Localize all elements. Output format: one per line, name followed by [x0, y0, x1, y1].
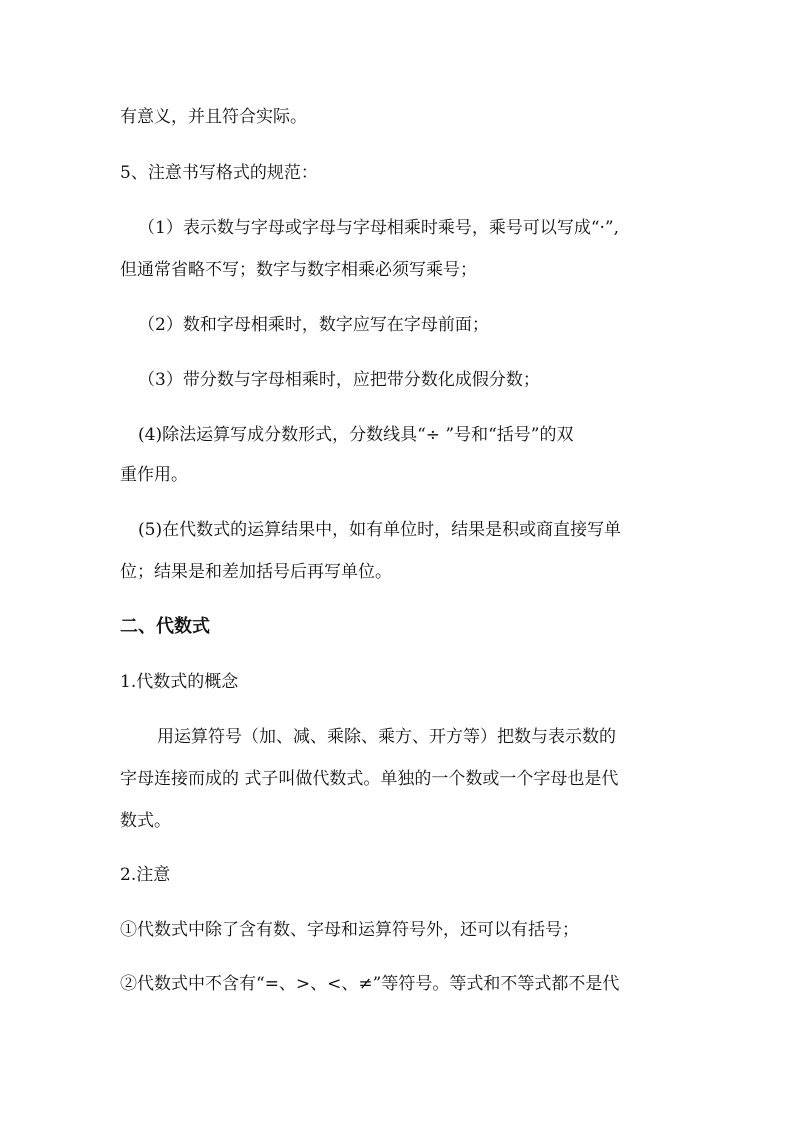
text-line: 但通常省略不写；数字与数字相乘必须写乘号；	[120, 260, 477, 280]
text-line: 有意义，并且符合实际。	[120, 107, 307, 127]
text-line: ②代数式中不含有“=、>、<、≠”等符号。等式和不等式都不是代	[120, 974, 620, 994]
text-line: （1）表示数与字母或字母与字母相乘时乘号，乘号可以写成“·”,	[138, 218, 620, 238]
subsection-heading: 2.注意	[120, 865, 171, 885]
text-line: 用运算符号（加、减、乘除、乘方、开方等）把数与表示数的	[157, 727, 616, 747]
text-line: 位；结果是和差加括号后再写单位。	[120, 562, 392, 582]
text-line: 5、注意书写格式的规范：	[120, 163, 318, 183]
text-line: (5)在代数式的运算结果中，如有单位时，结果是积或商直接写单	[138, 520, 622, 540]
text-line: （2）数和字母相乘时，数字应写在字母前面；	[138, 315, 489, 335]
text-line: 字母连接而成的 式子叫做代数式。单独的一个数或一个字母也是代	[120, 769, 619, 789]
text-line: ①代数式中除了含有数、字母和运算符号外，还可以有括号；	[120, 920, 579, 940]
text-line: （3）带分数与字母相乘时，应把带分数化成假分数；	[138, 370, 540, 390]
text-line: 重作用。	[120, 465, 188, 485]
section-heading: 二、代数式	[120, 616, 210, 637]
text-line: 数式。	[120, 811, 171, 831]
subsection-heading: 1.代数式的概念	[120, 672, 239, 692]
text-line: (4)除法运算写成分数形式，分数线具“÷ ”号和“括号”的双	[138, 425, 574, 445]
